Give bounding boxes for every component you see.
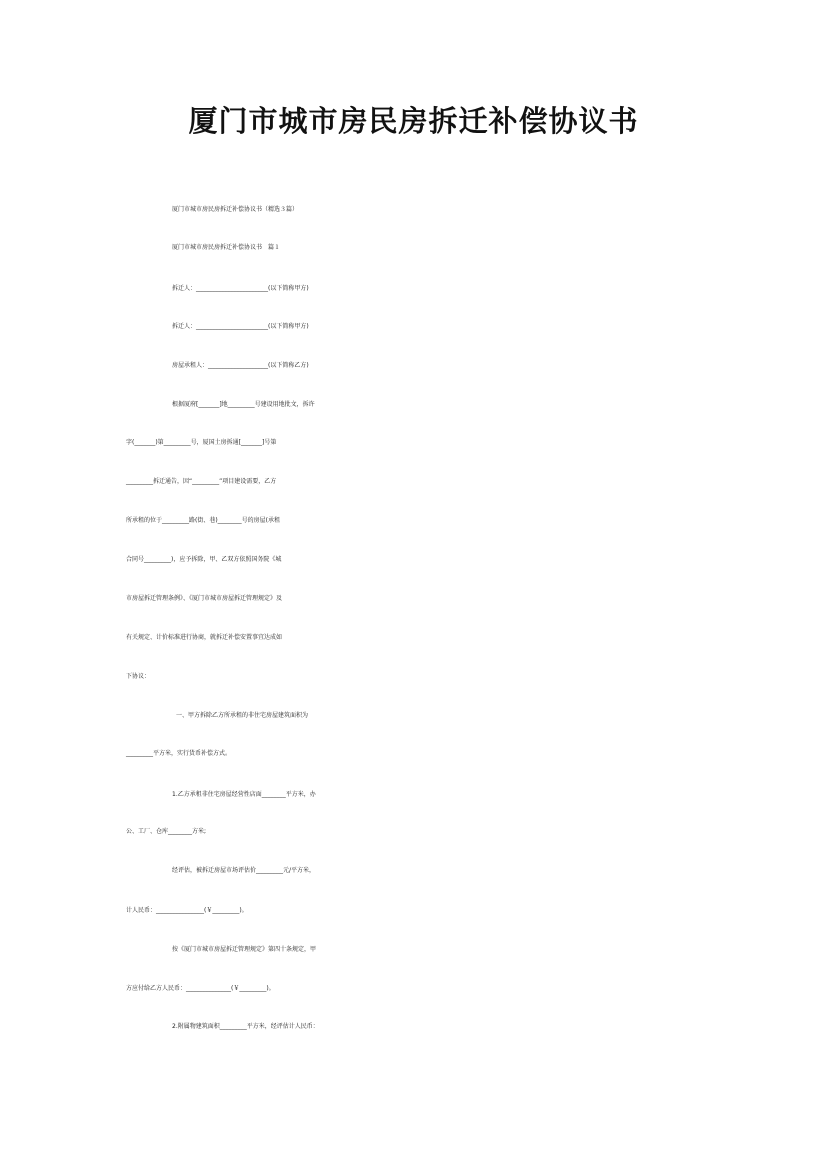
text-line: 计人民币：________________(￥_________)。 (126, 907, 248, 914)
text-line: 拆迁人：________________________(以下简称甲方) (172, 285, 309, 292)
text-line: 根据厦府[_______]地_________号建设用地批文，拆许 (172, 401, 315, 408)
text-line: 2.附属物建筑面积_________平方米，经评估计人民币： (172, 1023, 319, 1030)
text-line: 一、甲方拆除乙方所承租的非住宅房屋建筑面积为 (176, 712, 309, 719)
text-line: 市房屋拆迁管理条例》、《厦门市城市房屋拆迁管理规定》及 (126, 595, 283, 602)
text-line: 房屋承租人：____________________(以下简称乙方) (172, 362, 309, 369)
text-line: 所承租的位于_________路(街、巷)________号的房屋(承租 (126, 517, 281, 524)
text-line: 经评估，被拆迁房屋市场评估价_________元/平方米， (172, 867, 316, 874)
text-line: 有关规定、计价标准进行协商，就拆迁补偿安置事宜达成如 (126, 634, 283, 641)
section-heading: 厦门市城市房民房拆迁补偿协议书 篇１ (172, 244, 281, 251)
text-line: 字(_______)第_________号，厦国土房拆通[_______]号第 (126, 439, 277, 446)
text-line: _________平方米，实行货币补偿方式。 (126, 750, 232, 757)
text-line: 按《厦门市城市房屋拆迁管理规定》第四十条规定，甲 (172, 946, 317, 953)
subtitle-line: 厦门市城市房民房拆迁补偿协议书（精选３篇） (172, 206, 299, 213)
text-line: 方应付给乙方人民币：_______________(￥_________)。 (126, 985, 275, 992)
text-line: 下协议： (126, 673, 151, 680)
document-title: 厦门市城市房民房拆迁补偿协议书 (188, 104, 639, 138)
text-line: 合同号_________)，应予拆除，甲、乙双方依照国务院《城 (126, 556, 282, 563)
text-line: _________拆迁通告，因“_________”项目建设需要，乙方 (126, 478, 277, 485)
text-line: 拆迁人：________________________(以下简称甲方) (172, 323, 309, 330)
text-line: 1.乙方承租非住宅房屋经营性店面________平方米，办 (172, 791, 316, 798)
text-line: 公、工厂、仓库________方米; (126, 828, 207, 835)
